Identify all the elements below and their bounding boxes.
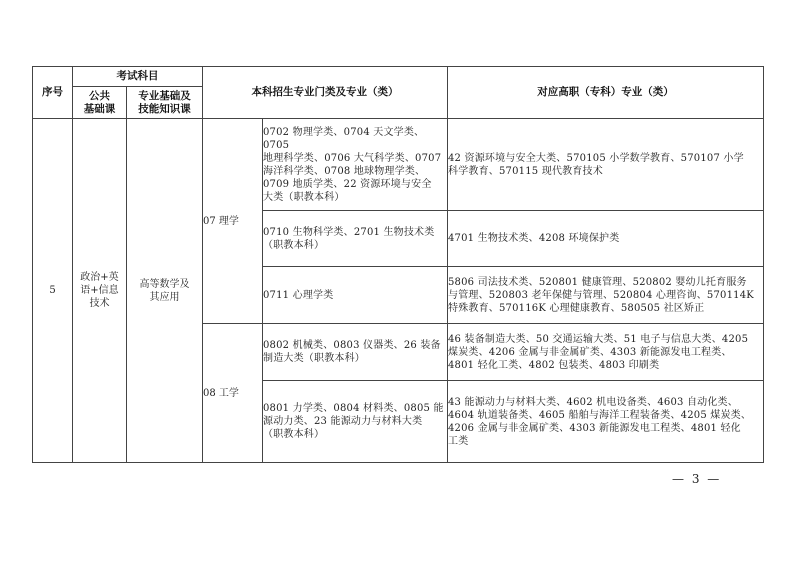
vocational-cell: 5806 司法技术类、520801 健康管理、520802 婴幼儿托育服务 与管理、520803 老年保健与管理、520804 心理咨询、570114K 特殊教育、570116K 心理健康教育、580505 社区矫正 [448, 267, 764, 324]
undergrad-cell: 0711 心理学类 [263, 267, 448, 324]
header-vocational-majors: 对应高职（专科）专业（类） [448, 67, 764, 119]
undergrad-cell: 0801 力学类、0804 材料类、0805 能 源动力类、23 能源动力与材料大类 （职教本科） [263, 381, 448, 463]
vocational-cell: 42 资源环境与安全大类、570105 小学数学教育、570107 小学 科学教育、570115 现代教育技术 [448, 119, 764, 211]
exam-subject-table [32, 66, 764, 463]
undergrad-cell: 0802 机械类、0803 仪器类、26 装备 制造大类（职教本科） [263, 324, 448, 381]
undergrad-cell: 0702 物理学类、0704 天文学类、0705 地理科学类、0706 大气科学类、0707 海洋科学类、0708 地球物理学类、 0709 地质学类、22 资源环境与安全 大类（职教本科） [263, 119, 448, 211]
header-seq: 序号 [33, 67, 73, 119]
table-row [33, 119, 764, 211]
page-number: — 3 — [672, 472, 722, 486]
header-public-course: 公共 基础课 [73, 87, 127, 119]
category-science: 07 理学 [203, 119, 263, 324]
vocational-cell: 4701 生物技术类、4208 环境保护类 [448, 211, 764, 267]
row-seq: 5 [33, 119, 73, 463]
professional-course-cell: 高等数学及 其应用 [127, 119, 203, 463]
public-course-cell: 政治+英 语+信息 技术 [73, 119, 127, 463]
header-professional-course: 专业基础及 技能知识课 [127, 87, 203, 119]
undergrad-cell: 0710 生物科学类、2701 生物技术类 （职教本科） [263, 211, 448, 267]
header-exam-subjects: 考试科目 [73, 67, 203, 87]
category-engineering: 08 工学 [203, 324, 263, 463]
vocational-cell: 43 能源动力与材料大类、4602 机电设备类、4603 自动化类、 4604 轨道装备类、4605 船舶与海洋工程装备类、4205 煤炭类、 4206 金属与非金属矿类、4303 新能源发电工程类、4801 轻化 工类 [448, 381, 764, 463]
vocational-cell: 46 装备制造大类、50 交通运输大类、51 电子与信息大类、4205 煤炭类、4206 金属与非金属矿类、4303 新能源发电工程类、 4801 轻化工类、4802 包装类、4803 印刷类 [448, 324, 764, 381]
header-undergrad-majors: 本科招生专业门类及专业（类） [203, 67, 448, 119]
